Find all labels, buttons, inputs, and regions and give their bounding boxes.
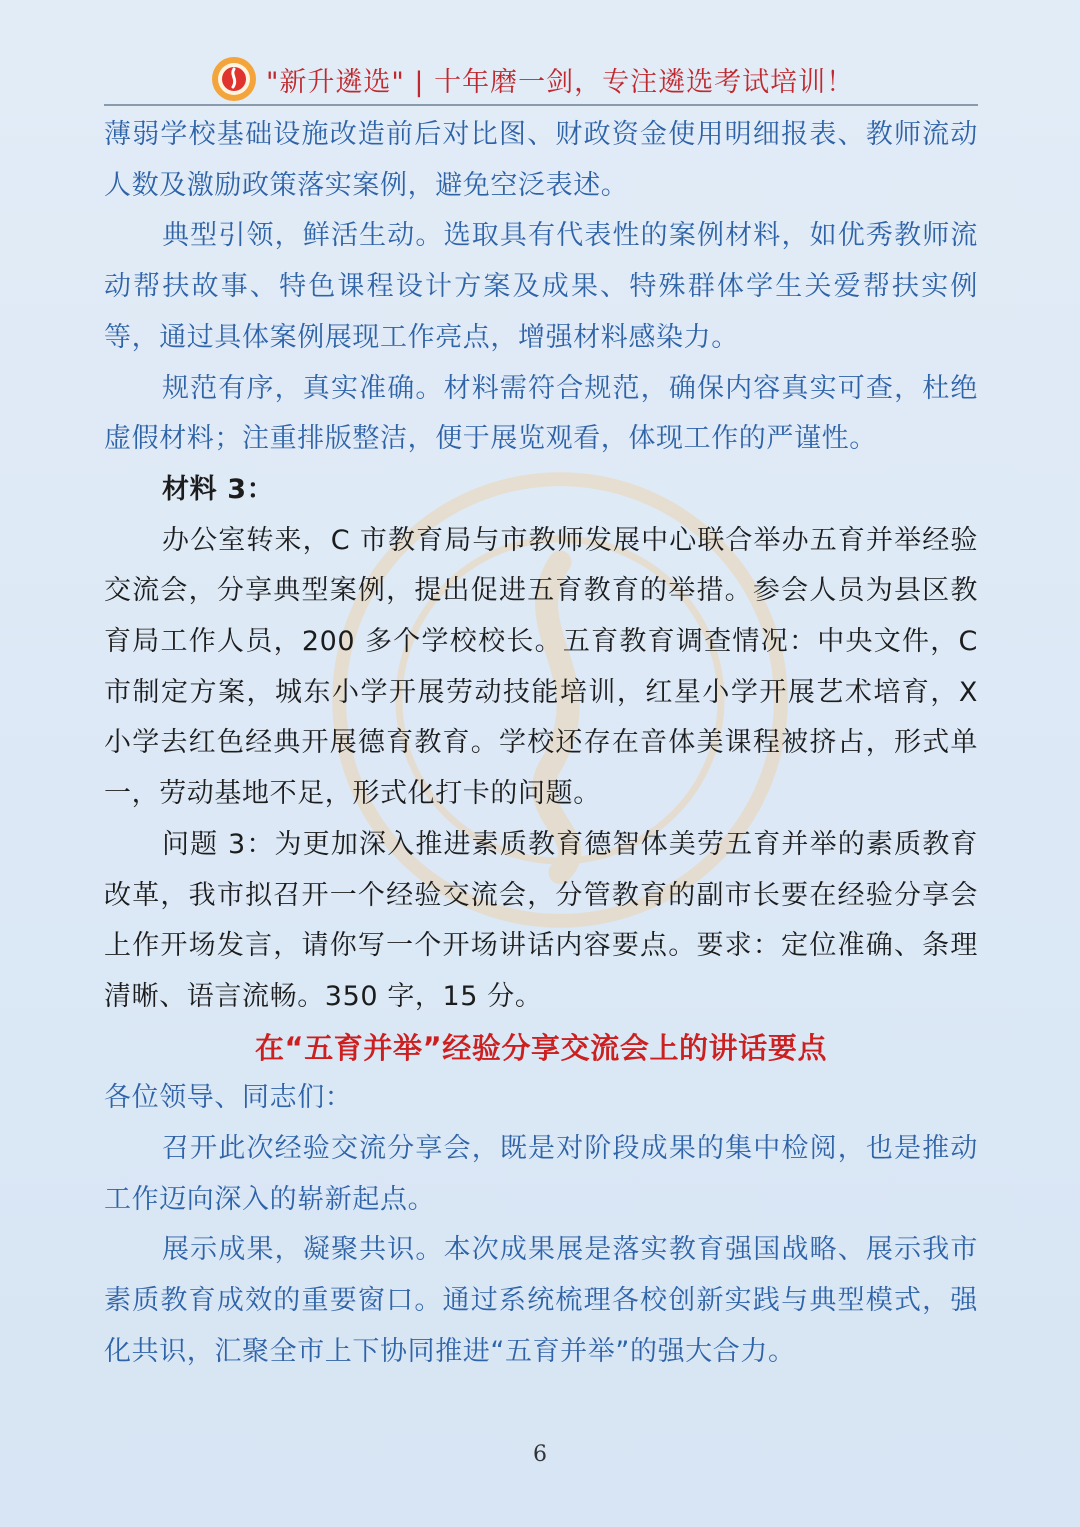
paragraph: 展示成果，凝聚共识。本次成果展是落实教育强国战略、展示我市素质教育成效的重要窗口。通过系统梳理各校创新实践与典型模式，强化共识，汇聚全市上下协同推进“五育并举”的强大合力。 [104, 1234, 978, 1367]
paragraph: 薄弱学校基础设施改造前后对比图、财政资金使用明细报表、教师流动人数及激励政策落实案例，避免空泛表述。 [104, 119, 978, 201]
header-slogan: "新升遴选" | 十年磨一剑，专注遴选考试培训！ [266, 66, 855, 98]
header-divider [104, 104, 978, 106]
xinsheng-logo-icon [210, 55, 258, 103]
speech-title: 在“五育并举”经验分享交流会上的讲话要点 [254, 1030, 828, 1065]
material-paragraph: 办公室转来，C 市教育局与市教师发展中心联合举办五育并举经验交流会，分享典型案例，提出促进五育教育的举措。参会人员为县区教育局工作人员，200 多个学校校长。五育教育调查情况：中央文件，C 市制定方案，城东小学开展劳动技能培训，红星小学开展艺术培育，X 小学去红色经典开展德育教育。学校还存在音体美课程被挤占，形式单一，劳动基地不足，形式化打卡的问题。 [104, 524, 978, 810]
page-number: 6 [533, 1442, 547, 1467]
material-label: 材料 3： [162, 473, 275, 505]
page-header [210, 57, 854, 101]
paragraph: 规范有序，真实准确。材料需符合规范，确保内容真实可查，杜绝虚假材料；注重排版整洁，便于展览观看，体现工作的严谨性。 [104, 372, 978, 455]
salutation: 各位领导、同志们： [104, 1082, 353, 1114]
document-body [104, 110, 978, 1378]
paragraph: 典型引领，鲜活生动。选取具有代表性的案例材料，如优秀教师流动帮扶故事、特色课程设计方案及成果、特殊群体学生关爱帮扶实例等，通过具体案例展现工作亮点，增强材料感染力。 [104, 220, 978, 353]
paragraph: 召开此次经验交流分享会，既是对阶段成果的集中检阅，也是推动工作迈向深入的崭新起点。 [104, 1133, 978, 1215]
question-paragraph: 问题 3：为更加深入推进素质教育德智体美劳五育并举的素质教育改革，我市拟召开一个经验交流会，分管教育的副市长要在经验分享会上作开场发言，请你写一个开场讲话内容要点。要求：定位准确、条理清晰、语言流畅。350 字，15 分。 [104, 828, 978, 1012]
